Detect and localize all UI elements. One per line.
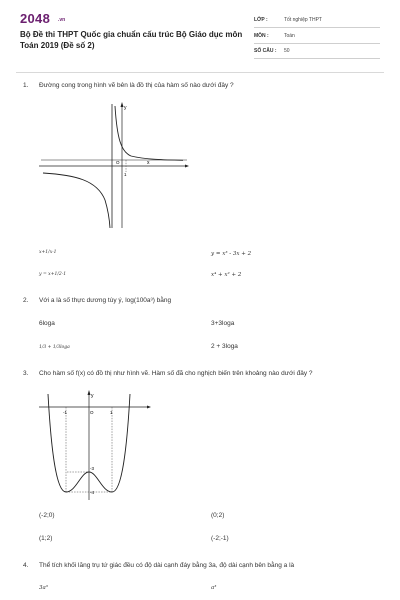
option-a[interactable]: 3a³ bbox=[39, 585, 48, 591]
origin-label: O bbox=[90, 410, 94, 415]
tick-label-one: 1 bbox=[124, 172, 127, 177]
meta-label: SỐ CÂU : bbox=[254, 48, 277, 54]
option-b[interactable]: (0;2) bbox=[211, 512, 225, 519]
meta-value: Tốt nghiệp THPT bbox=[284, 17, 322, 23]
option-c[interactable]: (1;2) bbox=[39, 535, 53, 542]
meta-label: LỚP : bbox=[254, 17, 268, 23]
option-c[interactable]: 1/3 + 1/3loga bbox=[39, 345, 70, 350]
question-number: 1. bbox=[23, 82, 29, 89]
site-logo-suffix: .vn bbox=[58, 17, 66, 23]
meta-label: MÔN : bbox=[254, 33, 269, 39]
question-number: 3. bbox=[23, 370, 29, 377]
meta-row-subject bbox=[254, 30, 380, 44]
tick-label-minus-four: -4 bbox=[90, 490, 95, 495]
question-text: Đường cong trong hình vẽ bên là đồ thị của hàm số nào dưới đây ? bbox=[39, 82, 234, 89]
option-c[interactable]: y = x+1/2-1 bbox=[39, 272, 67, 277]
question-number: 2. bbox=[23, 297, 29, 304]
meta-value: Toán bbox=[284, 33, 295, 39]
header bbox=[0, 0, 400, 72]
tick-label-minus-one: -1 bbox=[63, 410, 68, 415]
question-text: Thể tích khối lăng trụ tứ giác đều có độ dài cạnh đáy bằng 3a, độ dài cạnh bên bằng a là bbox=[39, 562, 295, 569]
meta-value: 50 bbox=[284, 48, 290, 54]
meta-row-count bbox=[254, 45, 380, 59]
y-axis-label: y bbox=[91, 393, 94, 399]
option-a[interactable]: 6loga bbox=[39, 320, 55, 327]
option-a[interactable]: (-2;0) bbox=[39, 512, 55, 519]
question-number: 4. bbox=[23, 562, 29, 569]
site-logo[interactable]: 2048 bbox=[20, 11, 51, 26]
tick-label-minus-three: -3 bbox=[90, 466, 95, 471]
question-text: Cho hàm số f(x) có đồ thị như hình vẽ. Hàm số đã cho nghịch biến trên khoảng nào dưới đây ? bbox=[39, 370, 313, 377]
option-d[interactable]: (-2;-1) bbox=[211, 535, 229, 542]
option-d[interactable]: x⁴ + x² + 2 bbox=[211, 272, 242, 278]
option-b[interactable]: 3+3loga bbox=[211, 320, 235, 327]
q3-graph bbox=[37, 388, 152, 503]
option-b[interactable]: a³ bbox=[211, 585, 217, 591]
header-divider bbox=[16, 72, 384, 73]
exam-title: Bộ Đề thi THPT Quốc gia chuẩn cấu trúc Bộ Giáo dục môn Toán 2019 (Đề số 2) bbox=[20, 30, 243, 50]
tick-label-one: 1 bbox=[110, 410, 113, 415]
question-text: Với a là số thực dương tùy ý, log(100a³) bằng bbox=[39, 297, 172, 304]
option-d[interactable]: 2 + 3loga bbox=[211, 343, 238, 350]
origin-label: O bbox=[116, 160, 120, 165]
option-a[interactable]: x+1/x-1 bbox=[39, 250, 57, 255]
meta-row-class bbox=[254, 14, 380, 28]
y-axis-label: y bbox=[124, 105, 127, 111]
option-b[interactable]: y = x³ - 3x + 2 bbox=[211, 251, 252, 257]
x-axis-label: x bbox=[147, 160, 150, 166]
q1-graph bbox=[35, 100, 190, 230]
